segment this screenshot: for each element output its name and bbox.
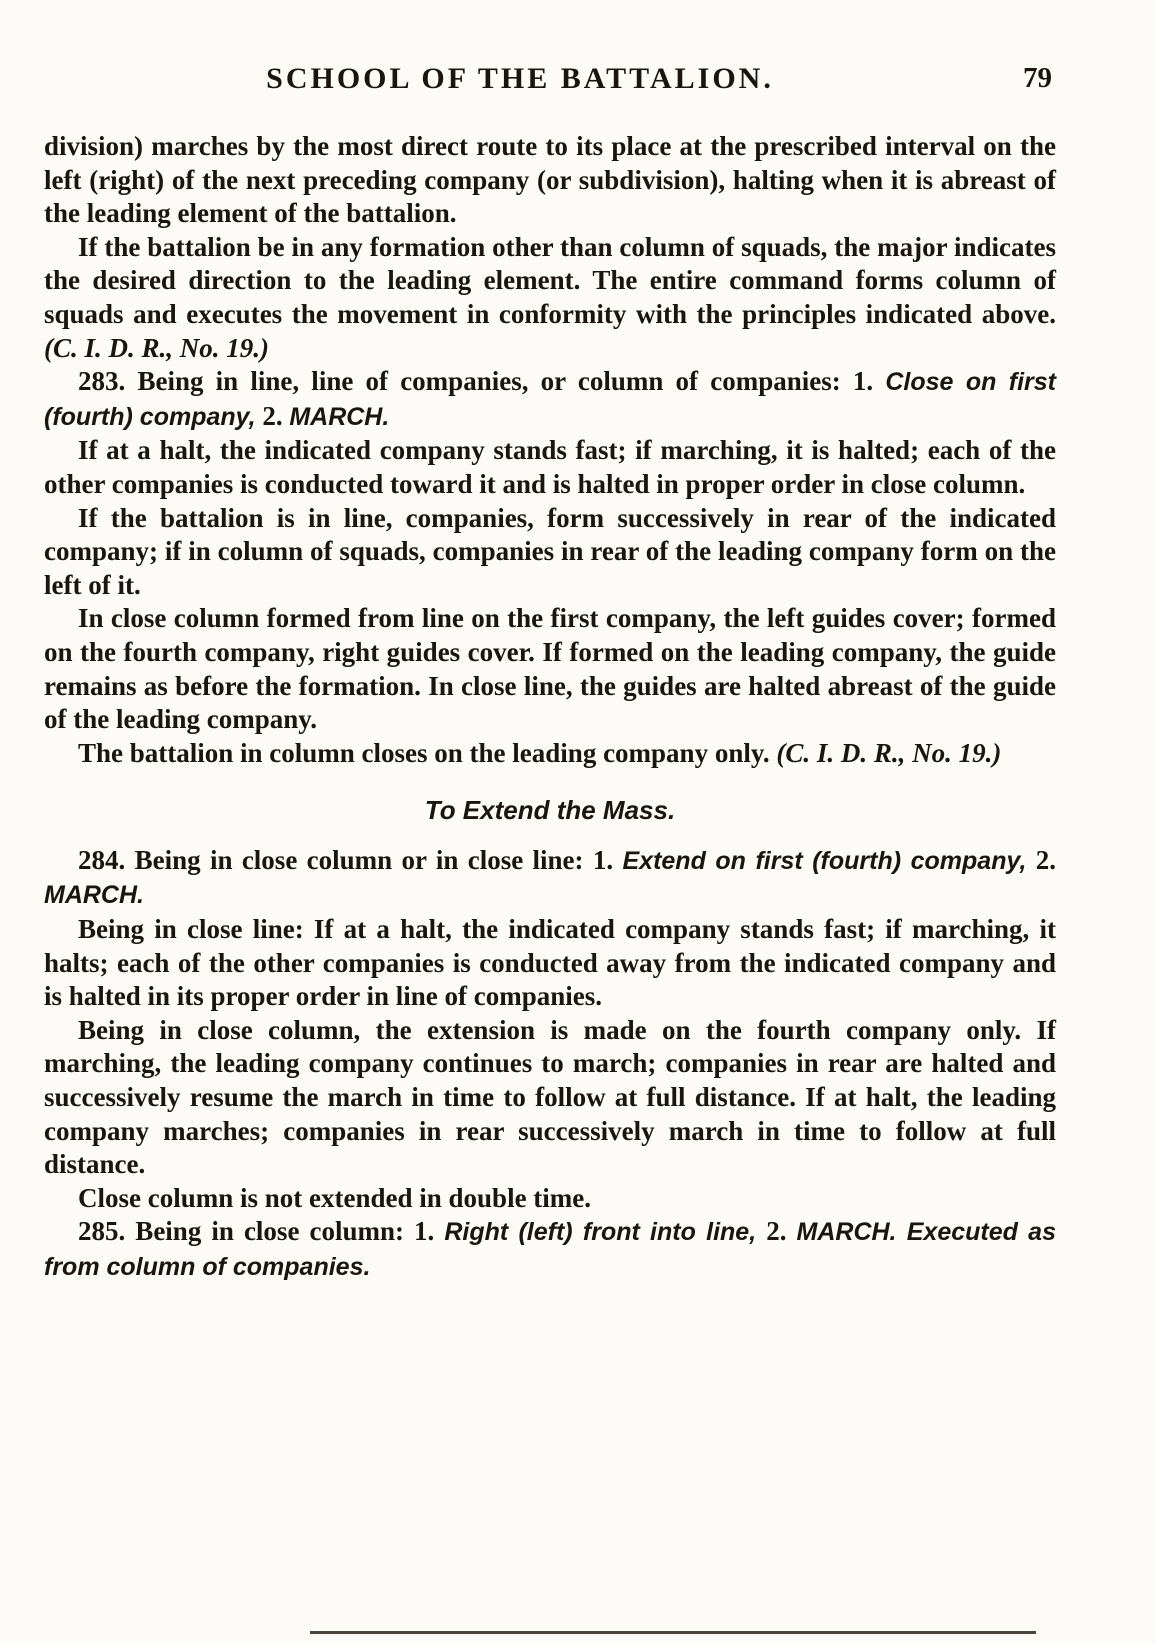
text-run: 2. bbox=[756, 1216, 797, 1247]
text-run: Being in close column, the extension is made on the fourth company only. If marching, the leading company continues to march; companies in rear are halted and successively resume the march in time to follow at full distance. If at halt, the leading company marches; companies in rear successively march in time to follow at full distance. bbox=[44, 1014, 1056, 1180]
text-run: (C. I. D. R., No. 19.) bbox=[44, 332, 270, 363]
text-run: Close on first (fourth) company, bbox=[44, 368, 1056, 431]
paragraph bbox=[44, 231, 1056, 365]
text-run: The battalion in column closes on the leading company only. bbox=[78, 737, 777, 768]
paragraph bbox=[44, 1215, 1056, 1284]
text-run: Being in line, line of companies, or column of companies: 1. bbox=[125, 366, 886, 397]
text-run: Close column is not extended in double time. bbox=[78, 1182, 592, 1213]
paragraph bbox=[44, 365, 1056, 434]
text-run: 283. bbox=[78, 366, 126, 397]
paragraph bbox=[44, 602, 1056, 736]
page-header bbox=[44, 62, 1056, 104]
text-run: Being in close column or in close line: 1. bbox=[125, 844, 623, 875]
bottom-rule bbox=[310, 1631, 1036, 1634]
paragraph bbox=[44, 1014, 1056, 1182]
text-run: Right (left) front into line, bbox=[444, 1218, 757, 1247]
text-run: MARCH. Executed as from column of companies. bbox=[44, 1218, 1056, 1281]
page-number: 79 bbox=[1023, 62, 1052, 94]
paragraph bbox=[44, 1182, 1056, 1216]
paragraph bbox=[44, 844, 1056, 913]
paragraph bbox=[44, 737, 1056, 771]
text-body bbox=[44, 130, 1056, 1285]
text-run: division) marches by the most direct route to its place at the prescribed interval on the left (right) of the next preceding company (or subdivision), halting when it is abreast of the leading element of the battalion. bbox=[44, 131, 1056, 229]
text-run: 2. bbox=[255, 400, 290, 431]
paragraph bbox=[44, 913, 1056, 1014]
text-run: To Extend the Mass. bbox=[424, 795, 676, 826]
text-run: 285. bbox=[78, 1216, 126, 1247]
text-run: 2. bbox=[1026, 844, 1057, 875]
text-run: If the battalion be in any formation other than column of squads, the major indicates the desired direction to the leading element. The entire command forms column of squads and executes the movement in conformity with the principles indicated above. bbox=[44, 231, 1056, 329]
paragraph bbox=[44, 130, 1056, 231]
text-run: In close column formed from line on the first company, the left guides cover; formed on the fourth company, right guides cover. If formed on the leading company, the guide remains as before the formation. In close line, the guides are halted abreast of the guide of the leading company. bbox=[44, 603, 1056, 735]
text-run: MARCH. bbox=[44, 881, 144, 910]
text-run: MARCH. bbox=[289, 402, 390, 431]
text-run: Extend on first (fourth) company, bbox=[622, 846, 1027, 875]
text-run: Being in close column: 1. bbox=[125, 1216, 445, 1247]
paragraph bbox=[44, 434, 1056, 501]
text-run: 284. bbox=[78, 844, 126, 875]
paragraph bbox=[44, 502, 1056, 603]
running-head: SCHOOL OF THE BATTALION. bbox=[266, 62, 774, 95]
text-run: Being in close line: If at a halt, the indicated company stands fast; if marching, it halts; each of the other companies is conducted away from the indicated company and is halted in its proper order in line of companies. bbox=[44, 914, 1056, 1012]
text-run: If the battalion is in line, companies, form successively in rear of the indicated company; if in column of squads, companies in rear of the leading company form on the left of it. bbox=[44, 502, 1056, 600]
section-heading bbox=[44, 794, 1056, 828]
text-run: If at a halt, the indicated company stands fast; if marching, it is halted; each of the other companies is conducted toward it and is halted in proper order in close column. bbox=[44, 435, 1056, 499]
text-run: (C. I. D. R., No. 19.) bbox=[776, 737, 1002, 768]
